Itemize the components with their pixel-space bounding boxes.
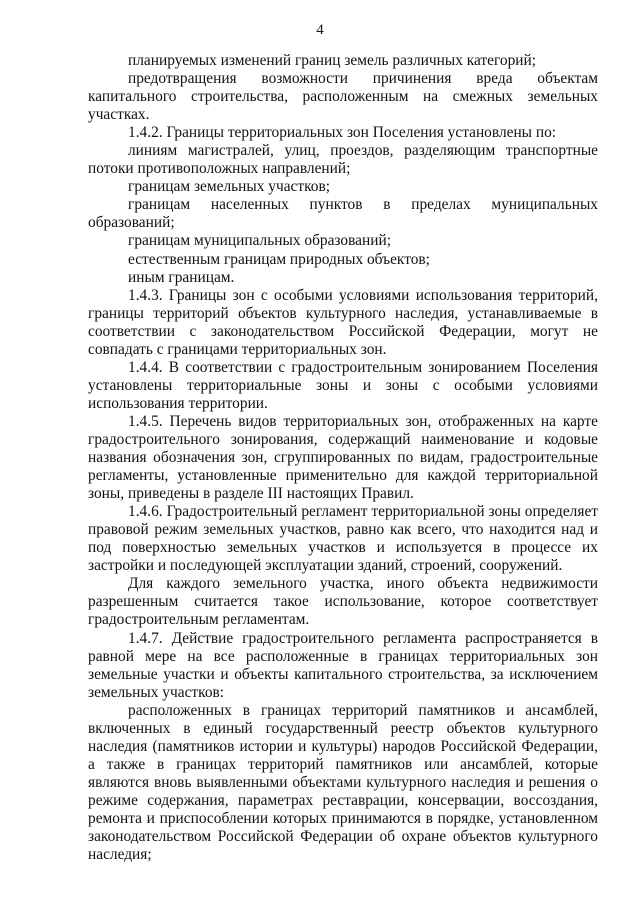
paragraph: предотвращения возможности причинения вреда объектам капитального строительства, расположенным на смежных земельных участках. [88, 70, 598, 124]
paragraph: 1.4.4. В соответствии с градостроительным зонированием Поселения установлены территориальные зоны и зоны с особыми условиями использования территории. [88, 358, 598, 412]
paragraph: 1.4.2. Границы территориальных зон Поселения установлены по: [128, 124, 557, 142]
document-body [88, 52, 598, 864]
paragraph: естественным границам природных объектов; [128, 250, 430, 268]
paragraph: границам муниципальных образований; [128, 232, 391, 250]
paragraph: 1.4.7. Действие градостроительного регламента распространяется в равной мере на все расположенные в границах территориальных зон земельные участки и объекты капитального строительства, за исключением земельных участков: [88, 629, 598, 701]
paragraph: границам населенных пунктов в пределах муниципальных образований; [88, 196, 598, 232]
paragraph: 1.4.6. Градостроительный регламент территориальной зоны определяет правовой режим земельных участков, равно как всего, что находится над и под поверхностью земельных участков и используется в процессе их застройки и последующей эксплуатации зданий, строений, сооружений. [88, 503, 598, 575]
paragraph: границам земельных участков; [128, 178, 331, 196]
paragraph: иным границам. [128, 268, 235, 286]
paragraph: 1.4.3. Границы зон с особыми условиями использования территорий, границы территорий объектов культурного наследия, устанавливаемые в соответствии с законодательством Российской Федерации, могут не совпадать с границами территориальных зон. [88, 286, 598, 358]
paragraph: линиям магистралей, улиц, проездов, разделяющим транспортные потоки противоположных направлений; [88, 142, 598, 178]
paragraph: расположенных в границах территорий памятников и ансамблей, включенных в единый государственный реестр объектов культурного наследия (памятников истории и культуры) народов Российской Федерации, а также в границах территорий памятников или ансамблей, которые являются вновь выявленными объектами культурного наследия и решения о режиме содержания, параметрах реставрации, консервации, воссоздания, ремонта и приспособлении которых принимаются в порядке, установленном законодательством Российской Федерации об охране объектов культурного наследия; [88, 701, 598, 864]
paragraph: Для каждого земельного участка, иного объекта недвижимости разрешенным считается такое использование, которое соответствует градостроительным регламентам. [88, 575, 598, 629]
paragraph: планируемых изменений границ земель различных категорий; [128, 52, 537, 69]
page-number: 4 [316, 22, 324, 38]
paragraph: 1.4.5. Перечень видов территориальных зон, отображенных на карте градостроительного зонирования, содержащий наименование и кодовые названия обозначения зон, сгруппированных по видам, градостроительные регламенты, установленные применительно для каждой территориальной зоны, приведены в разделе III настоящих Правил. [88, 412, 598, 503]
